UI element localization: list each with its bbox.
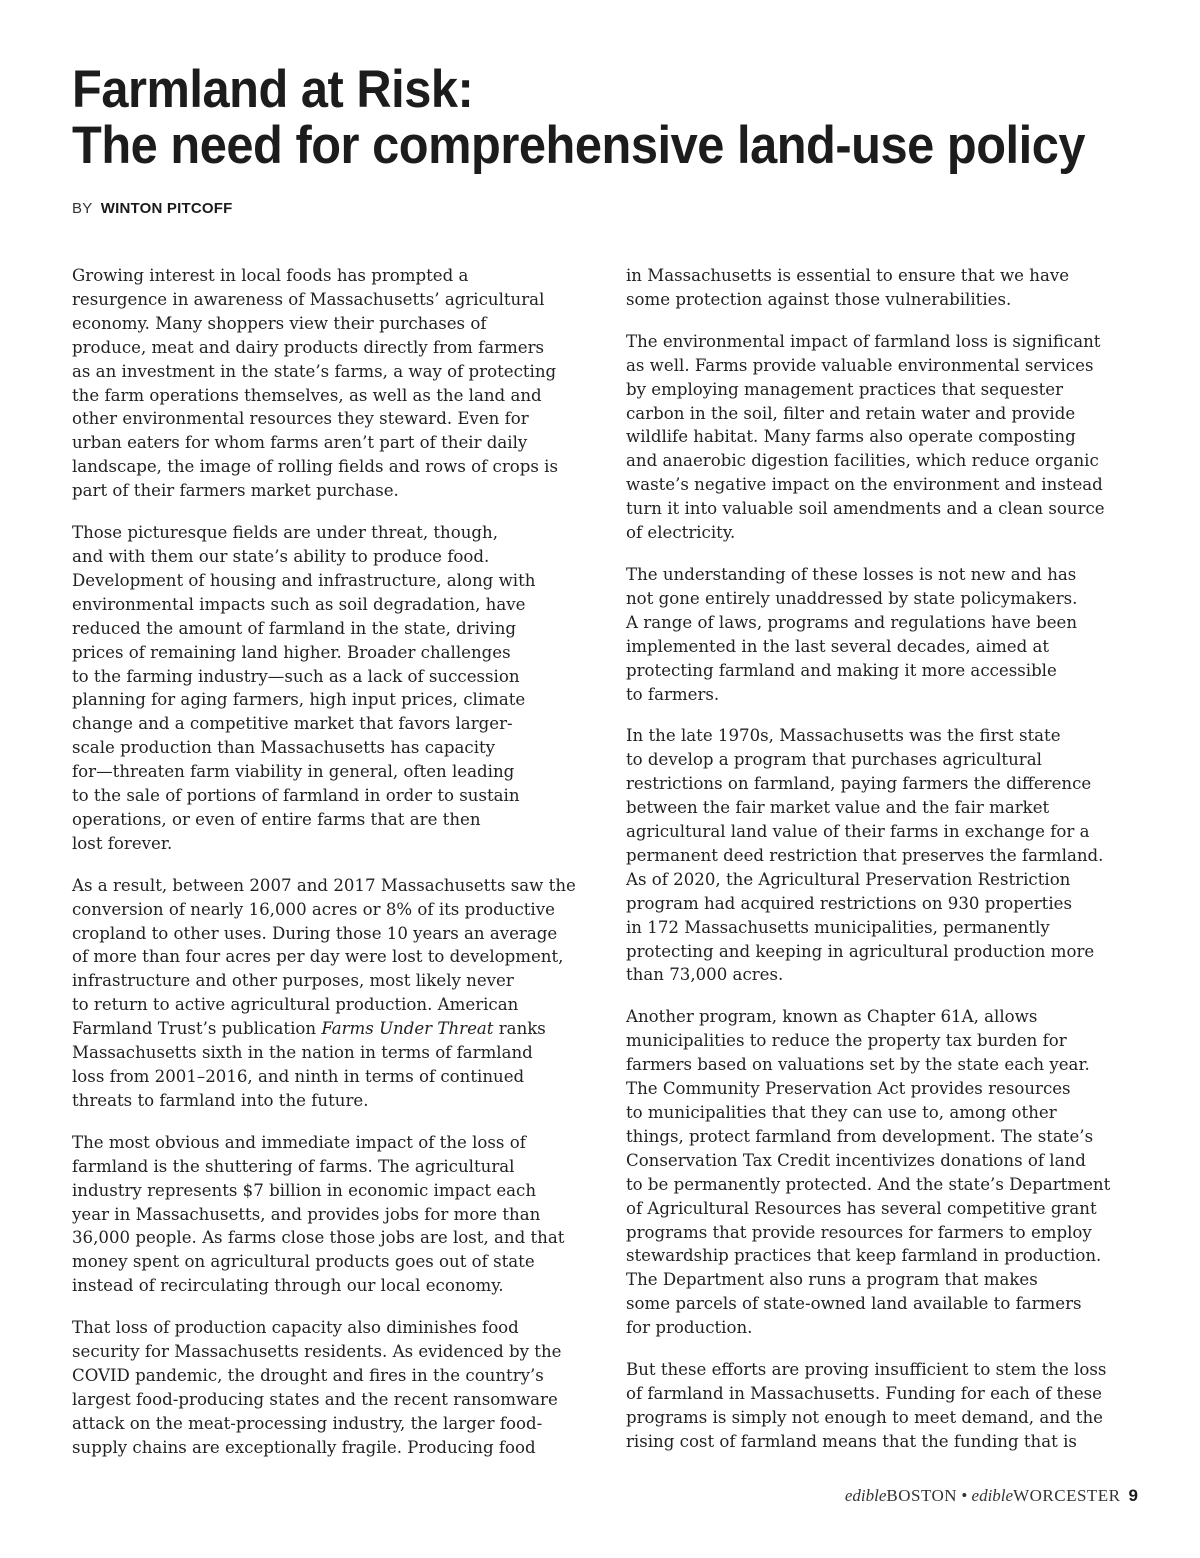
footer-worcester: WORCESTER xyxy=(1013,1486,1121,1505)
footer-boston: BOSTON xyxy=(886,1486,958,1505)
text-line: scale production than Massachusetts has capacity xyxy=(72,738,496,758)
text-line: lost forever. xyxy=(72,833,173,853)
text-line: things, protect farmland from development. The state’s xyxy=(626,1126,1094,1146)
text-line: protecting and keeping in agricultural production more xyxy=(626,941,1095,961)
text-line: reduced the amount of farmland in the state, driving xyxy=(72,618,517,638)
text-line: environmental impacts such as soil degradation, have xyxy=(72,594,526,614)
text-line: by employing management practices that sequester xyxy=(626,379,1064,399)
text-line: 36,000 people. As farms close those jobs are lost, and that xyxy=(72,1228,565,1248)
article-column-right xyxy=(626,264,1146,1472)
text-line: of Agricultural Resources has several competitive grant xyxy=(626,1198,1097,1218)
text-line: As of 2020, the Agricultural Preservation Restriction xyxy=(626,869,1071,889)
paragraph xyxy=(626,1358,1146,1454)
text-line: In the late 1970s, Massachusetts was the first state xyxy=(626,726,1061,746)
text-line: other environmental resources they steward. Even for xyxy=(72,409,529,429)
text-line: The Community Preservation Act provides resources xyxy=(626,1079,1071,1099)
text-line: programs is simply not enough to meet demand, and the xyxy=(626,1407,1103,1427)
text-line: as well. Farms provide valuable environmental services xyxy=(626,355,1094,375)
paragraph xyxy=(626,264,1146,312)
text-line: urban eaters for whom farms aren’t part of their daily xyxy=(72,433,528,453)
footer-edible-worcester-prefix: edible xyxy=(971,1486,1014,1505)
paragraph xyxy=(72,874,590,1113)
text-line: of farmland in Massachusetts. Funding for each of these xyxy=(626,1383,1103,1403)
text-line: and with them our state’s ability to produce food. xyxy=(72,546,490,566)
text-line: cropland to other uses. During those 10 years an average xyxy=(72,923,558,943)
text-line: The Department also runs a program that makes xyxy=(626,1270,1038,1290)
text-line: and anaerobic digestion facilities, which reduce organic xyxy=(626,451,1099,471)
text-line: in Massachusetts is essential to ensure that we have xyxy=(626,266,1070,285)
text-line: The most obvious and immediate impact of the loss of xyxy=(72,1132,526,1152)
text-line: instead of recirculating through our local economy. xyxy=(72,1276,504,1296)
text-line: implemented in the last several decades, aimed at xyxy=(626,636,1050,656)
text-line: to return to active agricultural production. American xyxy=(72,995,519,1015)
text-line: municipalities to reduce the property tax burden for xyxy=(626,1031,1067,1051)
text-line: industry represents $7 billion in economic impact each xyxy=(72,1180,537,1200)
text-line: rising cost of farmland means that the funding that is xyxy=(626,1431,1077,1451)
text-line: protecting farmland and making it more accessible xyxy=(626,660,1057,680)
text-line: But these efforts are proving insufficient to stem the loss xyxy=(626,1360,1107,1380)
text-line: Another program, known as Chapter 61A, allows xyxy=(626,1007,1038,1027)
text-line: programs that provide resources for farmers to employ xyxy=(626,1222,1092,1242)
text-line: largest food-producing states and the recent ransomware xyxy=(72,1389,558,1409)
text-line: Massachusetts sixth in the nation in terms of farmland xyxy=(72,1043,533,1063)
text-line: of more than four acres per day were lost to development, xyxy=(72,947,564,967)
article-title-line-2: The need for comprehensive land-use policy xyxy=(72,116,1086,175)
paragraph xyxy=(72,1316,590,1459)
text-line: The environmental impact of farmland loss is significant xyxy=(626,331,1101,351)
text-line: security for Massachusetts residents. As evidenced by the xyxy=(72,1342,562,1362)
text-line: Growing interest in local foods has prompted a xyxy=(72,266,469,285)
text-line: infrastructure and other purposes, most likely never xyxy=(72,971,514,991)
paragraph xyxy=(626,1005,1146,1340)
text-line: Farmland Trust’s publication xyxy=(72,1019,322,1039)
text-line: not gone entirely unaddressed by state policymakers. xyxy=(626,588,1078,608)
text-line: prices of remaining land higher. Broader challenges xyxy=(72,642,511,662)
text-line: farmers based on valuations set by the state each year. xyxy=(626,1055,1090,1075)
text-line: to municipalities that they can use to, among other xyxy=(626,1103,1057,1122)
paragraph xyxy=(626,563,1146,706)
page-footer xyxy=(845,1486,1138,1506)
text-line: conversion of nearly 16,000 acres or 8% of its productive xyxy=(72,899,555,919)
footer-edible-boston-prefix: edible xyxy=(844,1486,887,1505)
paragraph xyxy=(626,330,1146,545)
text-line: As a result, between 2007 and 2017 Massachusetts saw the xyxy=(72,875,576,895)
text-line: Those picturesque fields are under threat, though, xyxy=(72,523,498,543)
text-line: agricultural land value of their farms in exchange for a xyxy=(626,822,1090,842)
text-line: money spent on agricultural products goes out of state xyxy=(72,1252,535,1272)
text-line: economy. Many shoppers view their purchases of xyxy=(72,313,487,333)
text-line: to develop a program that purchases agricultural xyxy=(626,750,1042,770)
text-line: Development of housing and infrastructure, along with xyxy=(72,570,536,590)
text-line: supply chains are exceptionally fragile. Producing food xyxy=(72,1437,536,1457)
text-line: to the farming industry—such as a lack of succession xyxy=(72,666,520,686)
page-number: 9 xyxy=(1128,1486,1138,1505)
text-line: planning for aging farmers, high input prices, climate xyxy=(72,690,526,710)
article-title-line-1: Farmland at Risk: xyxy=(72,60,474,119)
text-line: to farmers. xyxy=(626,684,720,704)
footer-bullet: • xyxy=(957,1486,972,1505)
author-name: WINTON PITCOFF xyxy=(100,200,233,217)
text-line: year in Massachusetts, and provides jobs for more than xyxy=(72,1204,541,1224)
text-line: part of their farmers market purchase. xyxy=(72,481,399,501)
text-line: than 73,000 acres. xyxy=(626,965,784,985)
text-line: farmland is the shuttering of farms. The agricultural xyxy=(72,1156,515,1176)
text-line: That loss of production capacity also diminishes food xyxy=(72,1318,519,1338)
text-line: restrictions on farmland, paying farmers the difference xyxy=(626,774,1092,794)
text-line: program had acquired restrictions on 930 properties xyxy=(626,893,1072,913)
text-line: landscape, the image of rolling fields and rows of crops is xyxy=(72,457,558,477)
text-line: for production. xyxy=(626,1318,753,1338)
paragraph xyxy=(72,264,590,503)
text-line-tail: ranks xyxy=(493,1019,546,1039)
text-line: waste’s negative impact on the environment and instead xyxy=(626,475,1103,495)
text-line: the farm operations themselves, as well as the land and xyxy=(72,385,542,405)
text-line: some protection against those vulnerabilities. xyxy=(626,289,1012,309)
article-title xyxy=(72,60,1086,175)
text-line: loss from 2001–2016, and ninth in terms of continued xyxy=(72,1067,525,1086)
text-line: The understanding of these losses is not new and has xyxy=(626,564,1077,584)
text-line: to the sale of portions of farmland in order to sustain xyxy=(72,786,520,806)
text-line: threats to farmland into the future. xyxy=(72,1090,369,1110)
text-line: of electricity. xyxy=(626,523,736,543)
text-line: between the fair market value and the fair market xyxy=(626,798,1050,818)
text-line: operations, or even of entire farms that are then xyxy=(72,809,481,829)
text-line: as an investment in the state’s farms, a way of protecting xyxy=(72,361,557,381)
text-line: change and a competitive market that favors larger- xyxy=(72,714,513,734)
text-line: A range of laws, programs and regulations have been xyxy=(626,612,1078,632)
text-line: for—threaten farm viability in general, often leading xyxy=(72,762,515,782)
paragraph xyxy=(626,724,1146,987)
byline xyxy=(72,200,232,217)
text-line: resurgence in awareness of Massachusetts’ agricultural xyxy=(72,289,545,309)
text-line: some parcels of state-owned land available to farmers xyxy=(626,1294,1082,1314)
text-line: wildlife habitat. Many farms also operate composting xyxy=(626,427,1076,447)
text-line: to be permanently protected. And the state’s Department xyxy=(626,1174,1111,1194)
text-line: in 172 Massachusetts municipalities, permanently xyxy=(626,917,1050,937)
text-line: carbon in the soil, filter and retain water and provide xyxy=(626,403,1076,423)
text-line: attack on the meat-processing industry, the larger food- xyxy=(72,1413,543,1433)
paragraph xyxy=(72,1131,590,1298)
text-line: COVID pandemic, the drought and fires in the country’s xyxy=(72,1365,544,1385)
publication-title: Farms Under Threat xyxy=(321,1019,494,1039)
paragraph xyxy=(72,521,590,856)
text-line: produce, meat and dairy products directly from farmers xyxy=(72,337,545,357)
text-line: turn it into valuable soil amendments and a clean source xyxy=(626,499,1105,519)
article-column-left xyxy=(72,264,590,1478)
text-line: Conservation Tax Credit incentivizes donations of land xyxy=(626,1150,1086,1170)
byline-prefix: BY xyxy=(72,200,93,217)
text-line: permanent deed restriction that preserves the farmland. xyxy=(626,845,1104,865)
text-line: stewardship practices that keep farmland in production. xyxy=(626,1246,1102,1266)
